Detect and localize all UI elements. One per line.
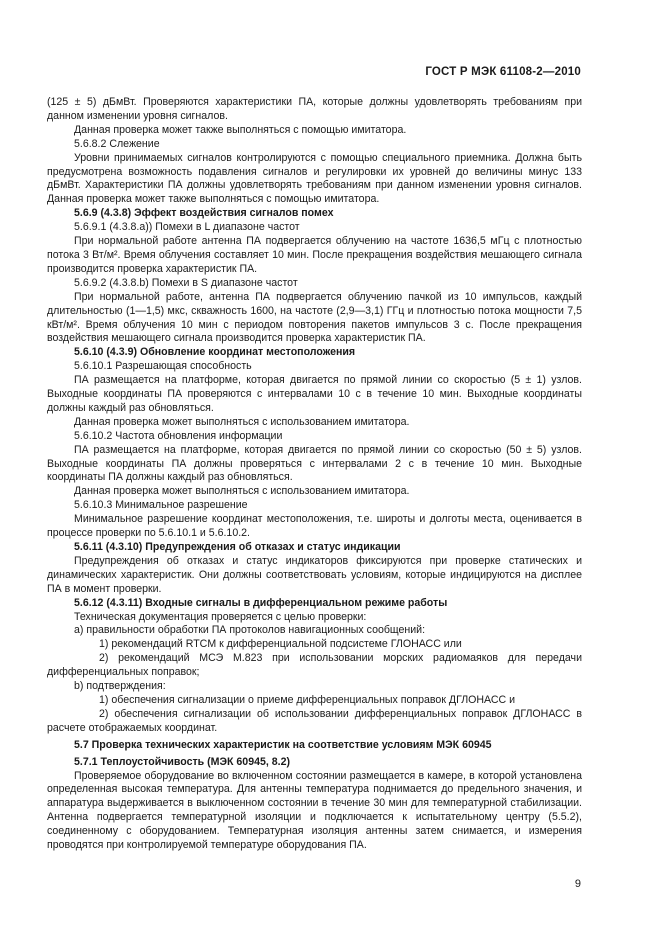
subsection-heading: 5.6.9.2 (4.3.8.b) Помехи в S диапазоне частот xyxy=(74,276,298,289)
document-body xyxy=(47,96,582,853)
paragraph: Данная проверка может выполняться с использованием имитатора. xyxy=(74,485,410,498)
list-subitem: 2) рекомендаций МСЭ M.823 при использовании морских радиомаяков для передачи дифференциальных поправок; xyxy=(47,652,582,679)
paragraph: Данная проверка может выполняться с использованием имитатора. xyxy=(74,415,410,428)
paragraph: Предупреждения об отказах и статус индикаторов фиксируются при проверке статических и динамических характеристик. Они должны соответствовать условиям, которые индицируются на дисплее ПА в момент проверки. xyxy=(47,554,582,595)
section-heading: 5.7 Проверка технических характеристик на соответствие условиям МЭК 60945 xyxy=(74,738,492,751)
paragraph: Проверяемое оборудование во включенном состоянии размещается в камере, в которой установлена определенная высокая температура. Для антенны температура поднимается до предельного значения, и аппаратура выдерживается в выключенном состоянии в течение 30 мин для температурной стабилизации. Антенна подвергается температурной изоляции и подключается к испытательному центру (5.5.2), соединенному с оборудованием. Температурная изоляция антенны затем снимается, и измерения проводятся при контролируемой температуре оборудования ПА. xyxy=(47,769,582,852)
section-heading: 5.6.10 (4.3.9) Обновление координат местоположения xyxy=(74,346,356,359)
paragraph: Техническая документация проверяется с целью проверки: xyxy=(74,610,367,623)
list-item: a) правильности обработки ПА протоколов навигационных сообщений: xyxy=(74,624,426,637)
document-header-code: ГОСТ Р МЭК 61108-2—2010 xyxy=(425,66,581,78)
paragraph: При нормальной работе, антенна ПА подвергается облучению пачкой из 10 импульсов, каждый длительностью (1—1,5) мкс, скважность 1600, на частоте (2,9—3,1) ГГц и плотностью потока мощности 7,5 кВт/м². Время облучения 10 мин с периодом повторения пакетов импульсов 3 с. После прекращения воздействия мешающего сигнала производится проверка характеристик ПА. xyxy=(47,290,582,345)
paragraph: Уровни принимаемых сигналов контролируются с помощью специального приемника. Должна быть предусмотрена возможность подавления сигналов и регулировки их уровней до величины минус 133 дБмВт. Характеристики ПА должны удовлетворять требованиям при данном изменении уровня сигналов. Данная проверка может также выполняться с помощью имитатора. xyxy=(47,151,582,206)
paragraph: Минимальное разрешение координат местоположения, т.е. широты и долготы места, оценивается в процессе проверки по 5.6.10.1 и 5.6.10.2. xyxy=(47,513,582,540)
subsection-heading: 5.6.8.2 Слежение xyxy=(74,137,160,150)
subsection-heading: 5.6.10.1 Разрешающая способность xyxy=(74,360,252,373)
paragraph: Данная проверка может также выполняться с помощью имитатора. xyxy=(74,123,407,136)
section-heading: 5.7.1 Теплоустойчивость (МЭК 60945, 8.2) xyxy=(74,755,291,768)
list-subitem: 2) обеспечения сигнализации об использовании дифференциальных поправок ДГЛОНАСС в расчете отображаемых координат. xyxy=(47,707,582,734)
paragraph-continuation: (125 ± 5) дБмВт. Проверяются характеристики ПА, которые должны удовлетворять требованиям при данном изменении уровня сигналов. xyxy=(47,96,582,122)
list-subitem: 1) рекомендаций RTCM к дифференциальной подсистеме ГЛОНАСС или xyxy=(99,638,462,651)
list-item: b) подтверждения: xyxy=(74,680,166,693)
section-heading: 5.6.11 (4.3.10) Предупреждения об отказах и статус индикации xyxy=(74,541,401,553)
section-heading: 5.6.9 (4.3.8) Эффект воздействия сигналов помех xyxy=(74,207,334,220)
paragraph: ПА размещается на платформе, которая двигается по прямой линии со скоростью (5 ± 1) узлов. Выходные координаты ПА проверяются с интервалами 10 с в течение 10 мин. Выходные координаты должны каждый раз обновляться. xyxy=(47,374,582,414)
subsection-heading: 5.6.9.1 (4.3.8.a)) Помехи в L диапазоне частот xyxy=(74,221,300,234)
section-heading: 5.6.12 (4.3.11) Входные сигналы в дифференциальном режиме работы xyxy=(74,596,448,609)
paragraph: При нормальной работе антенна ПА подвергается облучению на частоте 1636,5 мГц с плотностью потока 3 Вт/м². Время облучения составляет 10 мин. После прекращения воздействия мешающего сигнала производится проверка характеристик ПА. xyxy=(47,235,582,275)
page-number: 9 xyxy=(574,878,581,890)
list-subitem: 1) обеспечения сигнализации о приеме дифференциальных поправок ДГЛОНАСС и xyxy=(99,693,516,706)
subsection-heading: 5.6.10.2 Частота обновления информации xyxy=(74,429,283,442)
subsection-heading: 5.6.10.3 Минимальное разрешение xyxy=(74,499,248,512)
paragraph: ПА размещается на платформе, которая двигается по прямой линии со скоростью (50 ± 5) узлов. Выходные координаты ПА должны проверяться с интервалами 2 с в течение 10 мин. Выходные координаты ПА должны каждый раз обновляться. xyxy=(47,443,582,484)
